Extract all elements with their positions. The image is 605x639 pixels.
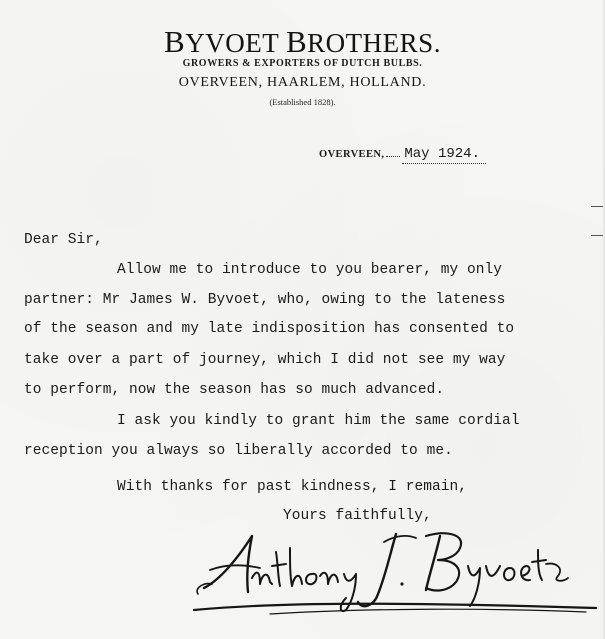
company-rest-2: ROTHERS. <box>307 28 441 58</box>
dateline <box>319 144 486 162</box>
letter-line-6: I ask you kindly to grant him the same cordial <box>117 413 520 429</box>
company-initial-2: B <box>285 24 308 59</box>
company-tagline: GROWERS & EXPORTERS OF DUTCH BULBS. <box>182 58 423 69</box>
company-address: OVERVEEN, HAARLEM, HOLLAND. <box>178 75 427 90</box>
letter-line-5: to perform, now the season has so much advanced. <box>24 382 445 398</box>
dotted-leader <box>386 156 400 157</box>
letter-line-1: Allow me to introduce to you bearer, my only <box>117 262 503 278</box>
letter-line-8: With thanks for past kindness, I remain, <box>117 479 468 495</box>
letter-line-3: of the season and my late indisposition has consented to <box>24 321 515 337</box>
salutation: Dear Sir, <box>24 232 103 248</box>
company-name <box>0 26 605 57</box>
letter-line-4: take over a part of journey, which I did not see my way <box>24 352 506 368</box>
handwritten-signature <box>190 518 600 618</box>
dateline-place: OVERVEEN, <box>319 149 385 160</box>
company-rest-1: YVOET <box>185 28 286 58</box>
letter-line-2: partner: Mr James W. Byvoet, who, owing to the lateness <box>24 292 506 308</box>
dateline-date: May 1924. <box>402 146 486 164</box>
established-note: (Established 1828). <box>269 97 336 107</box>
company-initial-1: B <box>164 24 186 59</box>
letter-line-7: reception you always so liberally accorded to me. <box>24 443 453 459</box>
closing: Yours faithfully, <box>283 508 432 524</box>
